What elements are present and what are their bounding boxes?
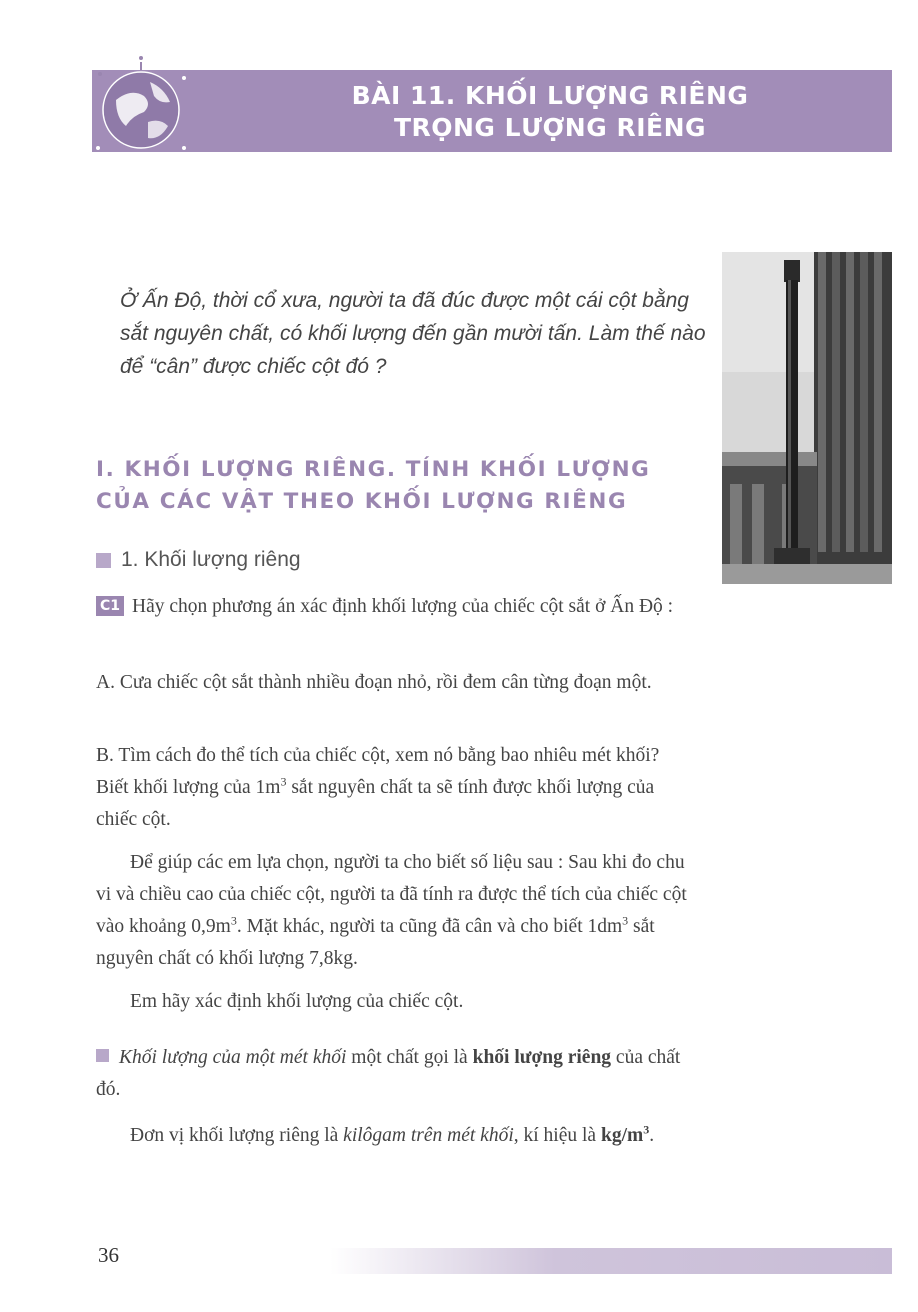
iron-pillar-photo <box>722 252 892 584</box>
c1-question-text: Hãy chọn phương án xác định khối lượng của chiếc cột sắt ở Ấn Độ : <box>132 596 674 617</box>
section-heading-line2: CỦA CÁC VẬT THEO KHỐI LƯỢNG RIÊNG <box>96 489 628 514</box>
c1-badge: C1 <box>96 596 124 616</box>
data-part3: sắt nguyên chất có khối lượng 7,8kg. <box>96 916 655 969</box>
data-sup2: 3 <box>622 913 629 928</box>
definition-mid: một chất gọi là <box>346 1047 473 1068</box>
data-part2: . Mặt khác, người ta cũng đã cân và cho biết 1dm <box>236 916 623 937</box>
option-a: A. Cưa chiếc cột sắt thành nhiều đoạn nhỏ, rồi đem cân từng đoạn một. <box>96 672 652 693</box>
definition-bullet-icon <box>96 1049 109 1062</box>
globe-icon <box>86 52 196 162</box>
data-sup1: 3 <box>230 913 237 928</box>
task-paragraph: Em hãy xác định khối lượng của chiếc cột. <box>130 991 464 1012</box>
unit-part1: Đơn vị khối lượng riêng là <box>130 1125 344 1146</box>
option-b-part1: B. Tìm cách đo thể tích của chiếc cột, xem nó bằng bao nhiêu mét khối? Biết khối lượng của 1m <box>96 745 660 798</box>
section-heading-line1: I. KHỐI LƯỢNG RIÊNG. TÍNH KHỐI LƯỢNG <box>96 457 651 482</box>
option-b-part2: sắt nguyên chất ta sẽ tính được khối lượng của chiếc cột. <box>96 777 655 830</box>
lesson-title <box>250 80 850 144</box>
subheading-text: 1. Khối lượng riêng <box>121 548 301 571</box>
unit-italic: kilôgam trên mét khối <box>343 1125 514 1146</box>
footer-band <box>330 1248 892 1274</box>
data-paragraph <box>96 847 696 975</box>
unit-paragraph <box>96 1120 696 1152</box>
intro-paragraph: Ở Ấn Độ, thời cổ xưa, người ta đã đúc được một cái cột bằng sắt nguyên chất, có khối lượng đến gần mười tấn. Làm thế nào để “cân” được chiếc cột đó ? <box>120 289 706 378</box>
unit-sup: 3 <box>643 1122 650 1137</box>
definition-end: của chất đó. <box>96 1047 681 1100</box>
c1-question <box>96 591 696 623</box>
subheading <box>96 545 301 575</box>
unit-part2: , kí hiệu là <box>513 1125 601 1146</box>
option-b <box>96 740 696 836</box>
lesson-title-line2: TRỌNG LƯỢNG RIÊNG <box>393 113 707 142</box>
page-number: 36 <box>98 1243 119 1267</box>
unit-symbol: kg/m <box>600 1125 644 1146</box>
option-b-sup: 3 <box>280 774 287 789</box>
lesson-title-line1: BÀI 11. KHỐI LƯỢNG RIÊNG <box>351 81 749 110</box>
section-heading <box>96 454 696 518</box>
data-part1: Để giúp các em lựa chọn, người ta cho biết số liệu sau : Sau khi đo chu vi và chiều cao của chiếc cột, người ta đã tính ra được thể tích của chiếc cột vào khoảng 0,9m <box>96 852 687 937</box>
definition-italic: Khối lượng của một mét khối <box>119 1047 347 1068</box>
square-bullet-icon <box>96 553 111 568</box>
unit-end: . <box>649 1125 655 1146</box>
definition-bold: khối lượng riêng <box>472 1047 612 1068</box>
definition-paragraph <box>96 1042 696 1106</box>
